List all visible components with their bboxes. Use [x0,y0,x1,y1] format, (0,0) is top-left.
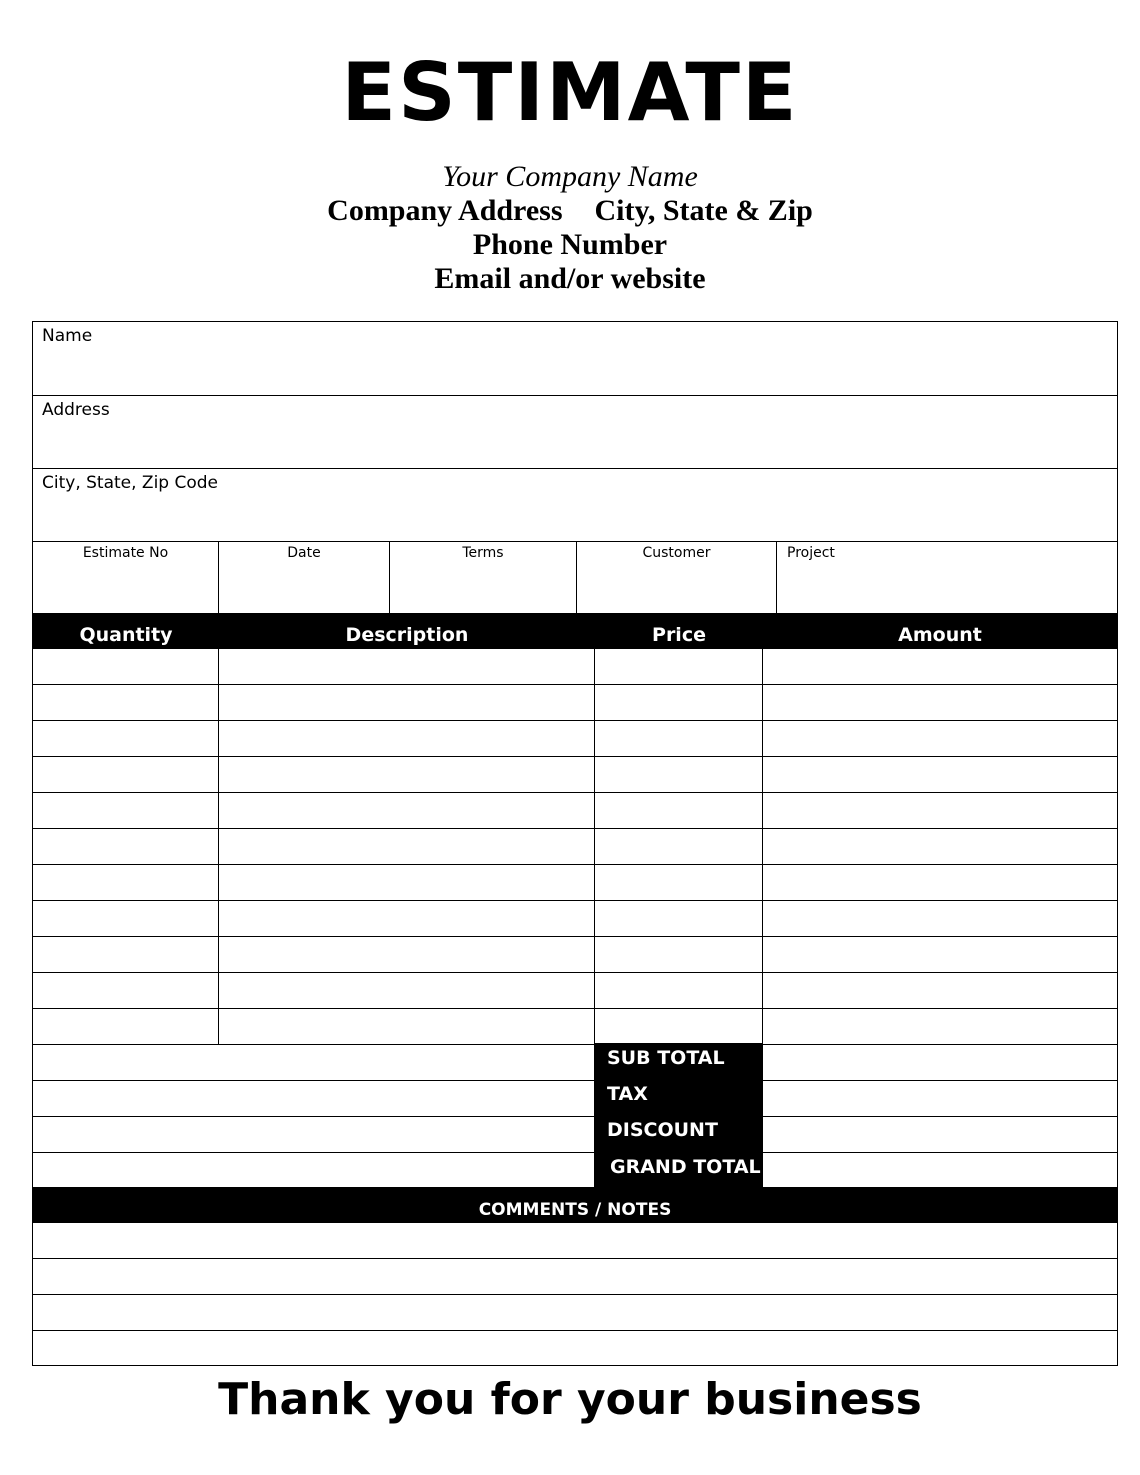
quantity-cell[interactable] [33,865,219,900]
address-field[interactable] [33,396,1117,469]
customer-cell[interactable] [577,541,777,613]
company-phone: Phone Number [472,228,668,261]
terms-label: Terms [462,545,504,561]
grand-total-value-cell[interactable] [763,1153,1117,1188]
date-label: Date [287,545,321,561]
price-cell[interactable] [595,973,763,1008]
amount-cell[interactable] [763,685,1117,720]
quantity-header: Quantity [79,624,173,646]
document-title: ESTIMATE [341,46,799,139]
quantity-cell[interactable] [33,901,219,936]
price-cell[interactable] [595,721,763,756]
price-cell[interactable] [595,829,763,864]
company-name: Your Company Name [442,160,698,193]
comment-line[interactable] [33,1223,1117,1259]
subtotal-row [33,1045,1117,1081]
description-cell[interactable] [219,721,595,756]
item-row [33,829,1117,865]
description-cell[interactable] [219,901,595,936]
tax-row [33,1081,1117,1117]
item-row [33,1009,1117,1045]
name-label: Name [42,326,93,346]
company-address-line [0,194,1140,228]
subtotal-label: SUB TOTAL [607,1047,725,1069]
amount-cell[interactable] [763,757,1117,792]
estimate-form [32,321,1118,1366]
amount-cell[interactable] [763,721,1117,756]
description-cell[interactable] [219,793,595,828]
amount-cell[interactable] [763,973,1117,1008]
quantity-cell[interactable] [33,1009,219,1044]
price-cell[interactable] [595,793,763,828]
discount-value-cell[interactable] [763,1117,1117,1152]
estimate-no-cell[interactable] [33,541,219,613]
subtotal-value-cell[interactable] [763,1045,1117,1080]
quantity-cell[interactable] [33,793,219,828]
quantity-cell[interactable] [33,721,219,756]
comments-header: COMMENTS / NOTES [33,1187,1117,1223]
comment-line[interactable] [33,1295,1117,1331]
description-cell[interactable] [219,649,595,684]
description-cell[interactable] [219,829,595,864]
price-cell[interactable] [595,685,763,720]
company-city-state-zip: City, State & Zip [594,194,813,227]
quantity-cell[interactable] [33,829,219,864]
description-cell[interactable] [219,757,595,792]
item-row [33,865,1117,901]
price-cell[interactable] [595,937,763,972]
price-cell[interactable] [595,865,763,900]
company-address: Company Address [327,194,563,227]
item-row [33,649,1117,685]
price-cell[interactable] [595,1009,763,1044]
items-table-header [33,613,1117,649]
project-label: Project [787,545,835,561]
price-cell[interactable] [595,757,763,792]
company-email: Email and/or website [434,262,706,295]
description-cell[interactable] [219,937,595,972]
description-cell[interactable] [219,973,595,1008]
amount-header: Amount [898,624,982,646]
project-cell[interactable] [777,541,1117,613]
estimate-no-label: Estimate No [82,545,169,561]
quantity-cell[interactable] [33,973,219,1008]
date-cell[interactable] [219,541,390,613]
price-cell[interactable] [595,901,763,936]
grand-total-row [33,1153,1117,1189]
discount-label: DISCOUNT [607,1119,718,1141]
amount-cell[interactable] [763,793,1117,828]
estimate-info-row [33,541,1117,613]
quantity-cell[interactable] [33,649,219,684]
price-header: Price [652,624,706,646]
comment-line[interactable] [33,1331,1117,1367]
amount-cell[interactable] [763,865,1117,900]
quantity-cell[interactable] [33,757,219,792]
description-cell[interactable] [219,1009,595,1044]
city-state-zip-field[interactable] [33,469,1117,542]
quantity-cell[interactable] [33,937,219,972]
amount-cell[interactable] [763,1009,1117,1044]
item-row [33,901,1117,937]
item-row [33,685,1117,721]
price-cell[interactable] [595,649,763,684]
item-row [33,973,1117,1009]
summary-blank-cell [33,1045,595,1080]
description-cell[interactable] [219,865,595,900]
description-cell[interactable] [219,685,595,720]
discount-row [33,1117,1117,1153]
tax-value-cell[interactable] [763,1081,1117,1116]
terms-cell[interactable] [390,541,577,613]
item-row [33,793,1117,829]
summary-blank-cell [33,1117,595,1152]
grand-total-label: GRAND TOTAL [610,1156,761,1178]
amount-cell[interactable] [763,901,1117,936]
tax-label: TAX [607,1083,648,1105]
thank-you-footer: Thank you for your business [218,1374,922,1425]
summary-labels [595,1043,763,1187]
name-field[interactable] [33,322,1117,396]
summary-blank-cell [33,1081,595,1116]
amount-cell[interactable] [763,937,1117,972]
city-state-zip-label: City, State, Zip Code [42,473,219,493]
comment-line[interactable] [33,1259,1117,1295]
item-row [33,757,1117,793]
quantity-cell[interactable] [33,685,219,720]
amount-cell[interactable] [763,829,1117,864]
customer-label: Customer [642,545,711,561]
description-header: Description [345,624,469,646]
address-label: Address [42,400,110,420]
item-row [33,721,1117,757]
item-row [33,937,1117,973]
summary-blank-cell [33,1153,595,1188]
amount-cell[interactable] [763,649,1117,684]
